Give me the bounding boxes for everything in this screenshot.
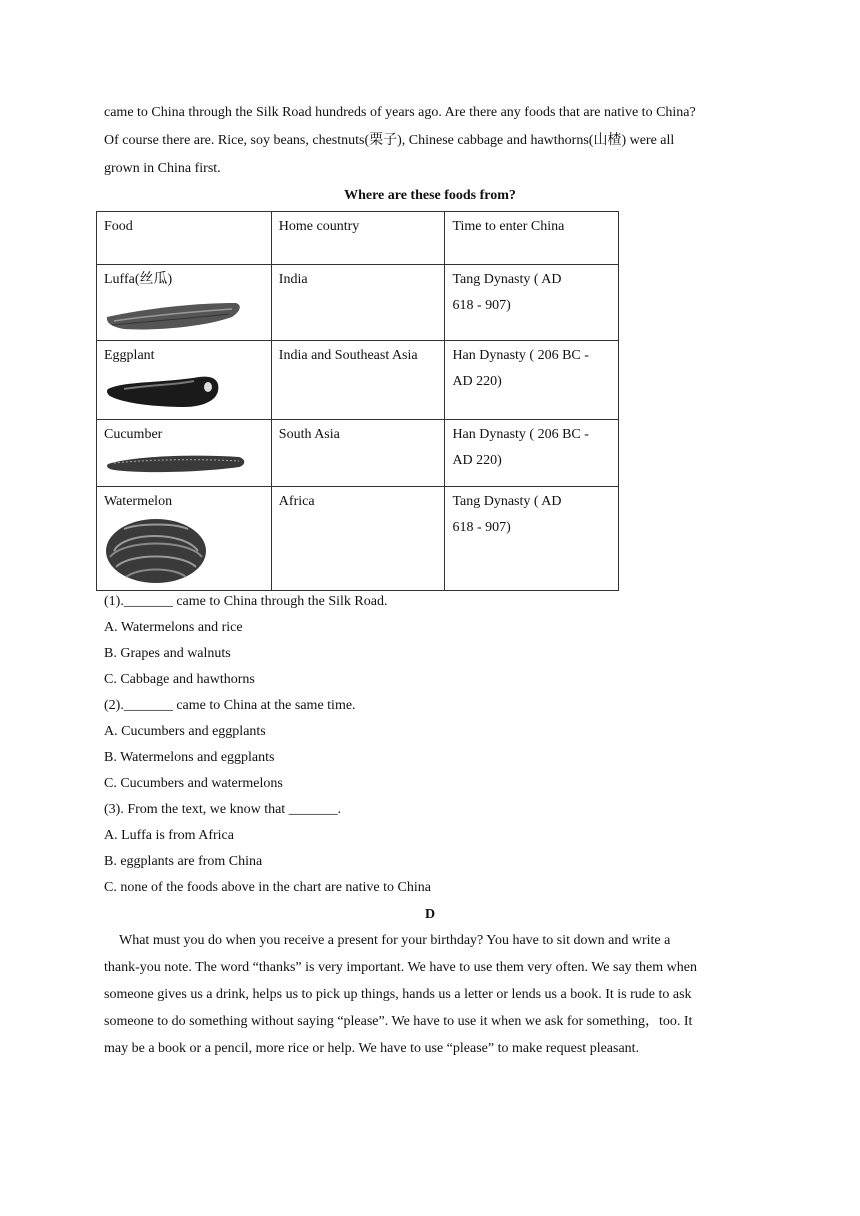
question-3-option-b: B. eggplants are from China [104, 854, 263, 869]
time-cell [445, 420, 619, 487]
intro-line-2: Of course there are. Rice, soy beans, chestnuts(栗子), Chinese cabbage and hawthorns(山楂) were all [104, 133, 675, 148]
table-header-row [97, 212, 619, 265]
country-cell: Africa [271, 487, 445, 591]
time-cell [445, 265, 619, 341]
country-cell: South Asia [271, 420, 445, 487]
header-time: Time to enter China [445, 212, 619, 265]
food-cell [97, 341, 272, 420]
time-line-2: AD 220) [452, 374, 502, 389]
time-line-1: Tang Dynasty ( AD [452, 272, 562, 287]
food-cell [97, 265, 272, 341]
paragraph-d-line-5: may be a book or a pencil, more rice or help. We have to use “please” to make request pleasant. [104, 1041, 640, 1056]
question-3-option-a: A. Luffa is from Africa [104, 828, 234, 843]
table-row [97, 265, 619, 341]
time-line-1: Han Dynasty ( 206 BC - [452, 348, 589, 363]
question-2-option-c: C. Cucumbers and watermelons [104, 776, 283, 791]
food-name: Luffa(丝瓜) [104, 272, 173, 287]
table-row [97, 341, 619, 420]
eggplant-image [104, 371, 224, 411]
time-line-2: AD 220) [452, 453, 502, 468]
country-cell: India [271, 265, 445, 341]
paragraph-d-line-2: thank-you note. The word “thanks” is very important. We have to use them very often. We say them when [104, 960, 697, 975]
section-d-heading: D [424, 907, 436, 922]
question-2-option-b: B. Watermelons and eggplants [104, 750, 275, 765]
intro-line-3: grown in China first. [104, 161, 221, 176]
time-cell [445, 341, 619, 420]
table-row [97, 420, 619, 487]
time-cell [445, 487, 619, 591]
food-origin-table [96, 211, 619, 591]
cucumber-image [104, 450, 249, 476]
food-name: Cucumber [104, 427, 163, 442]
question-1-stem: (1)._______ came to China through the Silk Road. [104, 594, 388, 609]
table-row [97, 487, 619, 591]
question-3-stem: (3). From the text, we know that _______. [104, 802, 342, 817]
question-1-option-a: A. Watermelons and rice [104, 620, 243, 635]
time-line-2: 618 - 907) [452, 520, 511, 535]
time-line-1: Han Dynasty ( 206 BC - [452, 427, 589, 442]
paragraph-d-line-4: someone to do something without saying “please”. We have to use it when we ask for something，too. It [104, 1014, 693, 1029]
question-2-stem: (2)._______ came to China at the same time. [104, 698, 356, 713]
question-2-option-a: A. Cucumbers and eggplants [104, 724, 266, 739]
question-1-option-b: B. Grapes and walnuts [104, 646, 231, 661]
question-1-option-c: C. Cabbage and hawthorns [104, 672, 255, 687]
header-home-country: Home country [271, 212, 445, 265]
food-name: Eggplant [104, 348, 155, 363]
paragraph-d-line-3: someone gives us a drink, helps us to pick up things, hands us a letter or lends us a book. It is rude to ask [104, 987, 692, 1002]
table-title: Where are these foods from? [344, 188, 516, 203]
time-line-1: Tang Dynasty ( AD [452, 494, 562, 509]
intro-line-1: came to China through the Silk Road hundreds of years ago. Are there any foods that are native to China? [104, 105, 696, 120]
luffa-image [104, 295, 244, 335]
header-food: Food [97, 212, 272, 265]
time-line-2: 618 - 907) [452, 298, 511, 313]
watermelon-image [104, 517, 214, 585]
food-cell [97, 487, 272, 591]
food-name: Watermelon [104, 494, 173, 509]
paragraph-d-line-1: What must you do when you receive a present for your birthday? You have to sit down and write a [119, 933, 671, 948]
food-cell [97, 420, 272, 487]
question-3-option-c: C. none of the foods above in the chart are native to China [104, 880, 431, 895]
country-cell: India and Southeast Asia [271, 341, 445, 420]
